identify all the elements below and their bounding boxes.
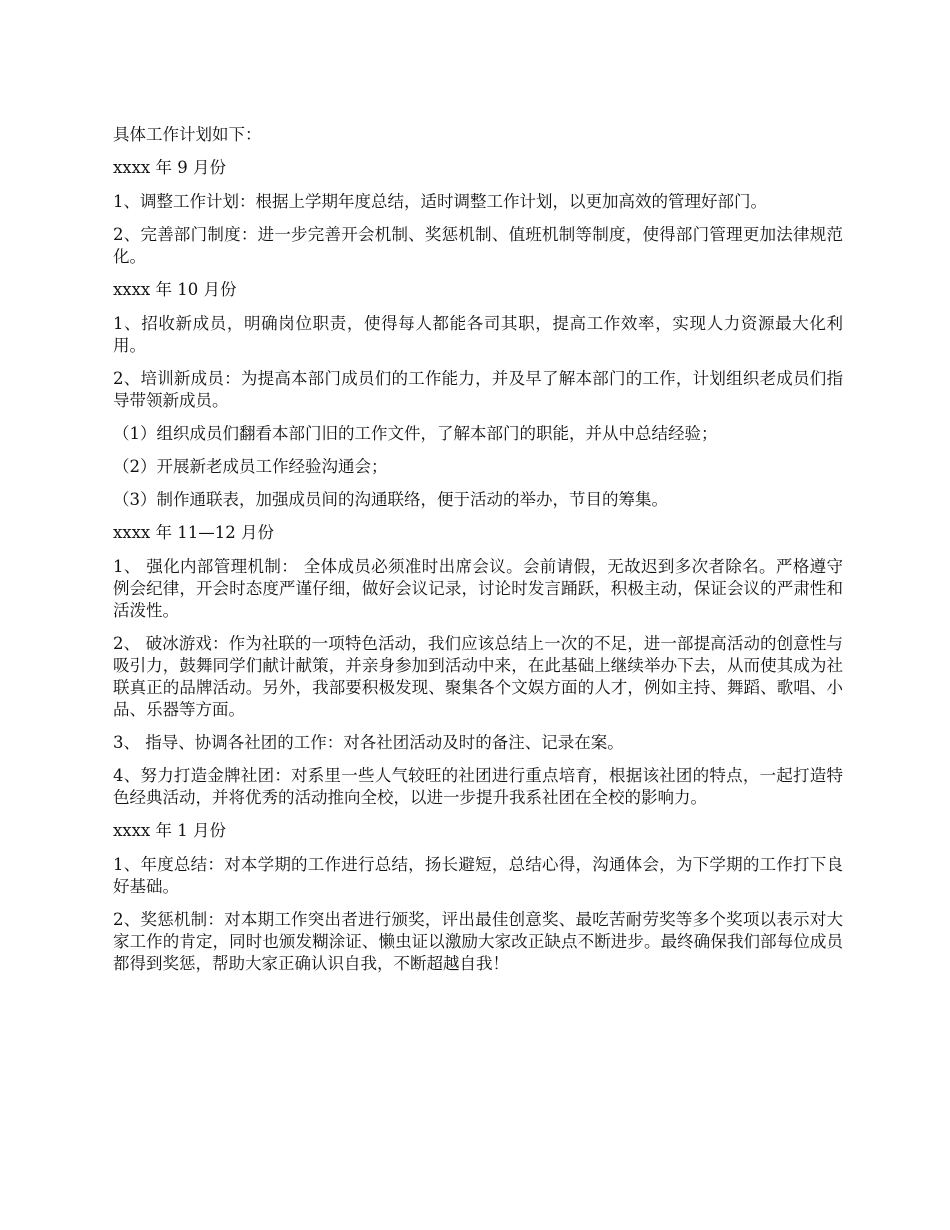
paragraph: 3、 指导、协调各社团的工作：对各社团活动及时的备注、记录在案。	[113, 733, 624, 752]
sub-item: （1）组织成员们翻看本部门旧的工作文件，了解本部门的职能，并从中总结经验；	[113, 424, 718, 443]
sub-item: （2）开展新老成员工作经验沟通会；	[113, 457, 388, 476]
paragraph: 4、努力打造金牌社团：对系里一些人气较旺的社团进行重点培育，根据该社团的特点，一起打造特色经典活动，并将优秀的活动推向全校，以进一步提升我系社团在全校的影响力。	[113, 766, 843, 807]
paragraph: 2、奖惩机制：对本期工作突出者进行颁奖，评出最佳创意奖、最吃苦耐劳奖等多个奖项以表示对大家工作的肯定，同时也颁发糊涂证、懒虫证以激励大家改正缺点不断进步。最终确保我们部每位成员都得到奖惩，帮助大家正确认识自我，不断超越自我！	[113, 910, 843, 973]
sub-item: （3）制作通联表，加强成员间的沟通联络，便于活动的举办，节目的筹集。	[113, 490, 668, 509]
section-heading-november-december: xxxx 年 11—12 月份	[113, 523, 274, 542]
section-heading-september: xxxx 年 9 月份	[113, 158, 226, 177]
paragraph: 2、培训新成员：为提高本部门成员们的工作能力，并及早了解本部门的工作，计划组织老成员们指导带领新成员。	[113, 369, 843, 410]
intro-line: 具体工作计划如下：	[113, 125, 262, 144]
paragraph: 1、年度总结：对本学期的工作进行总结，扬长避短，总结心得，沟通体会，为下学期的工作打下良好基础。	[113, 855, 843, 896]
paragraph: 1、调整工作计划：根据上学期年度总结，适时调整工作计划，以更加高效的管理好部门。	[113, 192, 767, 211]
paragraph: 2、完善部门制度：进一步完善开会机制、奖惩机制、值班机制等制度，使得部门管理更加法律规范化。	[113, 225, 843, 266]
paragraph: 2、 破冰游戏：作为社联的一项特色活动，我们应该总结上一次的不足，进一部提高活动的创意性与吸引力，鼓舞同学们献计献策，并亲身参加到活动中来，在此基础上继续举办下去，从而使其成为社联真正的品牌活动。另外，我部要积极发现、聚集各个文娱方面的人才，例如主持、舞蹈、歌唱、小品、乐器等方面。	[113, 634, 843, 719]
paragraph: 1、 强化内部管理机制： 全体成员必须准时出席会议。会前请假，无故迟到多次者除名。严格遵守例会纪律，开会时态度严谨仔细，做好会议记录，讨论时发言踊跃，积极主动，保证会议的严肃性和活泼性。	[113, 557, 843, 620]
document-body	[113, 124, 843, 986]
section-heading-january: xxxx 年 1 月份	[113, 821, 226, 840]
paragraph: 1、招收新成员，明确岗位职责，使得每人都能各司其职，提高工作效率，实现人力资源最大化利用。	[113, 314, 843, 355]
section-heading-october: xxxx 年 10 月份	[113, 280, 237, 299]
